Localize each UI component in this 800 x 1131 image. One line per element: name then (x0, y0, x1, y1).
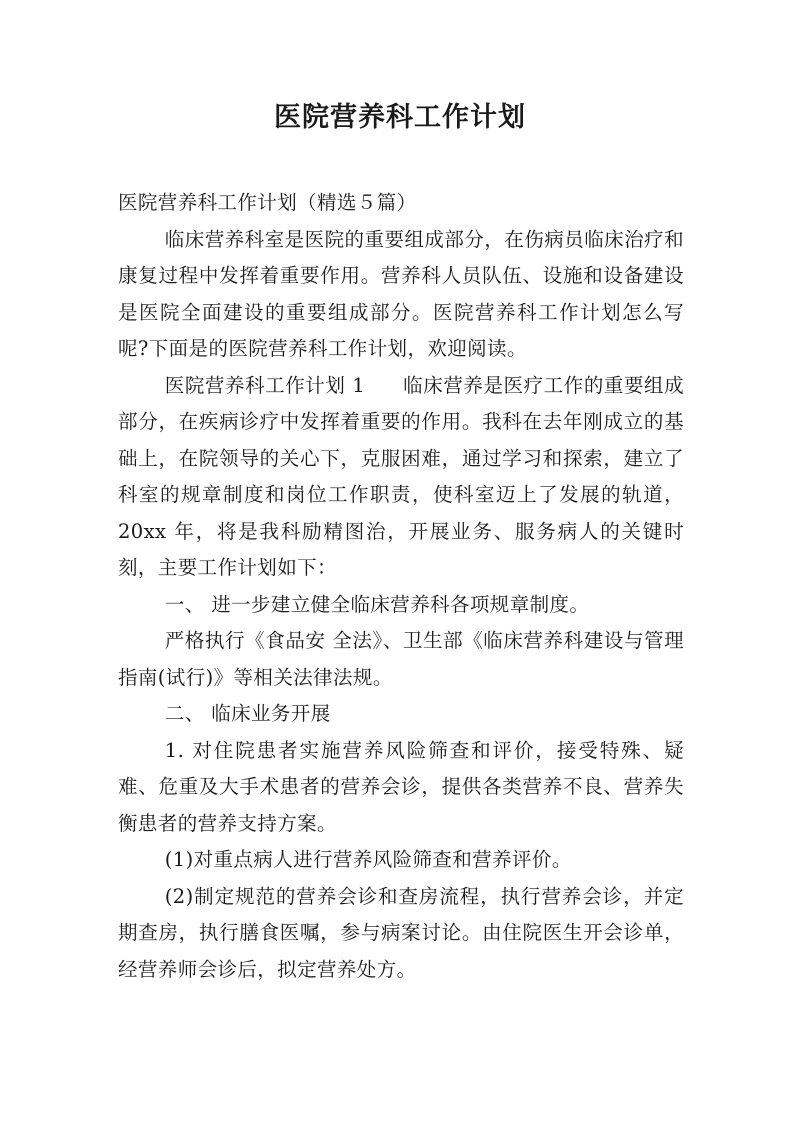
intro-paragraph: 临床营养科室是医院的重要组成部分，在伤病员临床治疗和康复过程中发挥着重要作用。营养科人员队伍、设施和设备建设是医院全面建设的重要组成部分。医院营养科工作计划怎么写呢?下面是的医院营养科工作计划，欢迎阅读。 (118, 227, 684, 360)
item-1-paragraph: 1. 对住院患者实施营养风险筛查和评价，接受特殊、疑难、危重及大手术患者的营养会诊，提供各类营养不良、营养失衡患者的营养支持方案。 (118, 738, 684, 835)
section-2-heading: 二、 临床业务开展 (164, 702, 331, 725)
document-subtitle: 医院营养科工作计划（精选５篇） (118, 191, 417, 214)
document-body (118, 185, 684, 988)
plan1-text: 临床营养是医疗工作的重要组成部分，在疾病诊疗中发挥着重要的作用。我科在去年刚成立的基础上，在院领导的关心下，克服困难，通过学习和探索，建立了科室的规章制度和岗位工作职责，使科室迈上了发展的轨道，20xx 年，将是我科励精图治，开展业务、服务病人的关键时刻，主要工作计划如下： (118, 373, 684, 579)
section-1-heading: 一、 进一步建立健全临床营养科各项规章制度。 (164, 592, 590, 616)
item-1-1-paragraph: (1)对重点病人进行营养风险筛查和营养评价。 (164, 848, 572, 871)
document-title: 医院营养科工作计划 (274, 102, 526, 133)
plan1-paragraph (118, 368, 684, 587)
item-1-2-paragraph: (2)制定规范的营养会诊和查房流程，执行营养会诊，并定期查房，执行膳食医嘱，参与病案讨论。由住院医生开会诊单，经营养师会诊后，拟定营养处方。 (118, 884, 684, 981)
plan1-heading: 医院营养科工作计划 1 (164, 373, 366, 397)
section-1-paragraph: 严格执行《食品安 全法》、卫生部《临床营养科建设与管理指南(试行)》等相关法律法规。 (118, 629, 684, 689)
